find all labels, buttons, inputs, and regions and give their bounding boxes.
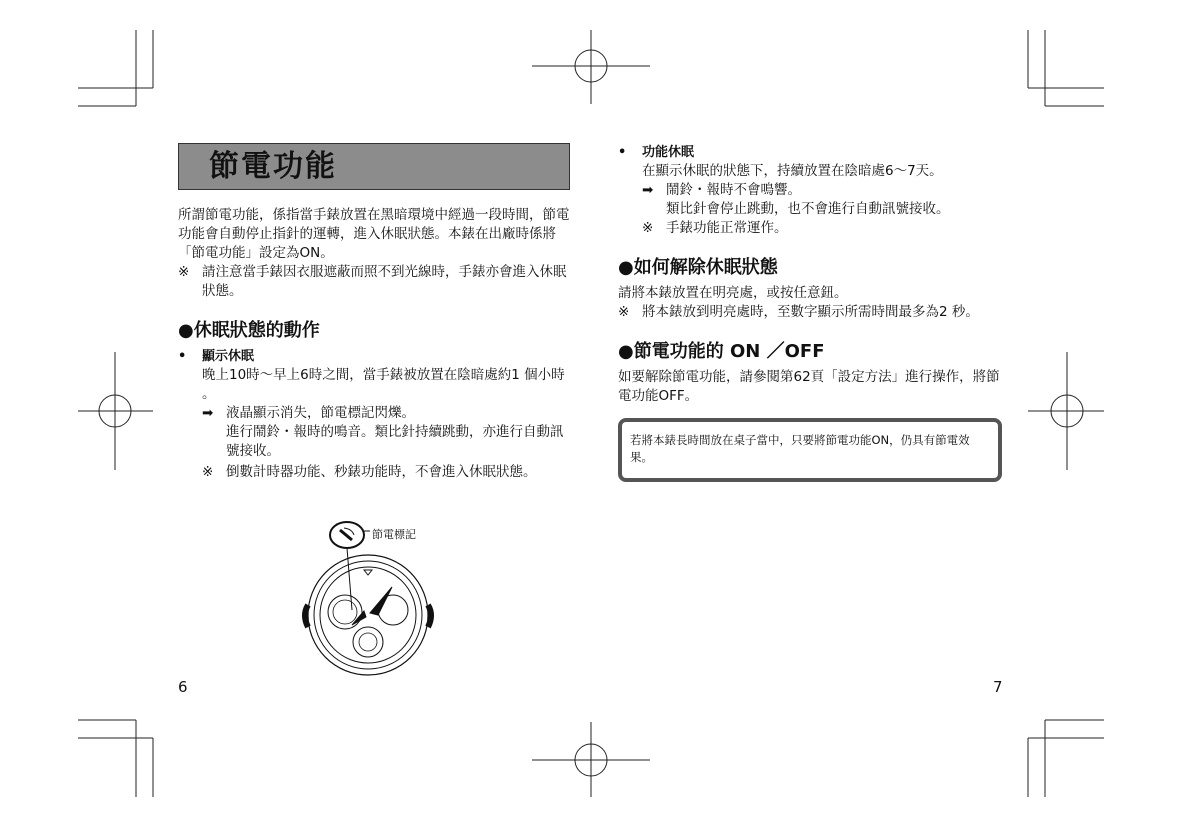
arrow-icon: ➡: [642, 182, 654, 198]
function-sleep-result: [618, 181, 1002, 200]
note-mark: ※: [618, 304, 630, 320]
on-off-body: 如要解除節電功能，請參閱第62頁「設定方法」進行操作，將節電功能OFF。: [618, 369, 1000, 404]
release-note: [618, 303, 1002, 322]
note-mark: ※: [178, 264, 190, 280]
note-mark: ※: [202, 464, 214, 480]
tip-box-text: 若將本錶長時間放在桌子當中，只要將節電功能ON，仍具有節電效果。: [630, 433, 970, 464]
function-sleep-result-1: 鬧鈴・報時不會鳴響。: [666, 182, 801, 198]
note-mark: ※: [642, 220, 654, 236]
function-sleep-heading: [618, 143, 1002, 162]
function-sleep-body: 在顯示休眠的狀態下，持續放置在陰暗處6～7天。: [642, 163, 943, 179]
intro-paragraph: 所謂節電功能，係指當手錶放置在黑暗環境中經過一段時間，節電功能會自動停止指針的運轉，進入休眠狀態。本錶在出廠時係將「節電功能」設定為ON。: [178, 207, 570, 261]
section-heading-release: ●如何解除休眠狀態: [618, 257, 778, 278]
watch-illustration: [300, 515, 440, 685]
release-body: 請將本錶放置在明亮處，或按任意鈕。: [618, 285, 848, 301]
power-saving-mark-label: 節電標記: [372, 528, 416, 541]
function-sleep-note: [618, 219, 1002, 238]
function-sleep-title: 功能休眠: [642, 145, 695, 160]
bullet: •: [618, 145, 627, 160]
display-sleep-heading: [178, 347, 570, 366]
page-title: 節電功能: [178, 143, 570, 190]
display-sleep-body: 晚上10時～早上6時之間，當手錶被放置在陰暗處約1 個小時 。: [202, 367, 565, 402]
display-sleep-result-2: 進行鬧鈴・報時的鳴音。類比針持續跳動，亦進行自動訊號接收。: [226, 424, 564, 459]
left-page: [178, 143, 570, 482]
section-heading-sleep-behavior: ●休眠狀態的動作: [178, 320, 320, 341]
release-note-text: 將本錶放到明亮處時，至數字顯示所需時間最多為2 秒。: [642, 304, 979, 320]
display-sleep-note: [178, 463, 570, 482]
note-text: 請注意當手錶因衣服遮蔽而照不到光線時，手錶亦會進入休眠狀態。: [202, 264, 567, 299]
display-sleep-title: 顯示休眠: [202, 349, 255, 364]
page-number-right: 7: [993, 678, 1003, 696]
tip-box: [618, 418, 1002, 482]
bullet: •: [178, 349, 187, 364]
page-number-left: 6: [178, 678, 188, 696]
arrow-icon: ➡: [202, 405, 214, 421]
right-page: [618, 143, 1002, 482]
function-sleep-note-text: 手錶功能正常運作。: [666, 220, 788, 236]
section-heading-on-off: ●節電功能的 ON ／OFF: [618, 341, 825, 362]
display-sleep-result-1: 液晶顯示消失，節電標記閃爍。: [226, 405, 415, 421]
function-sleep-result-2: 類比針會停止跳動，也不會進行自動訊號接收。: [666, 201, 950, 217]
display-sleep-note-text: 倒數計時器功能、秒錶功能時，不會進入休眠狀態。: [226, 464, 537, 480]
display-sleep-result: [178, 404, 570, 423]
intro-note: [178, 263, 570, 301]
